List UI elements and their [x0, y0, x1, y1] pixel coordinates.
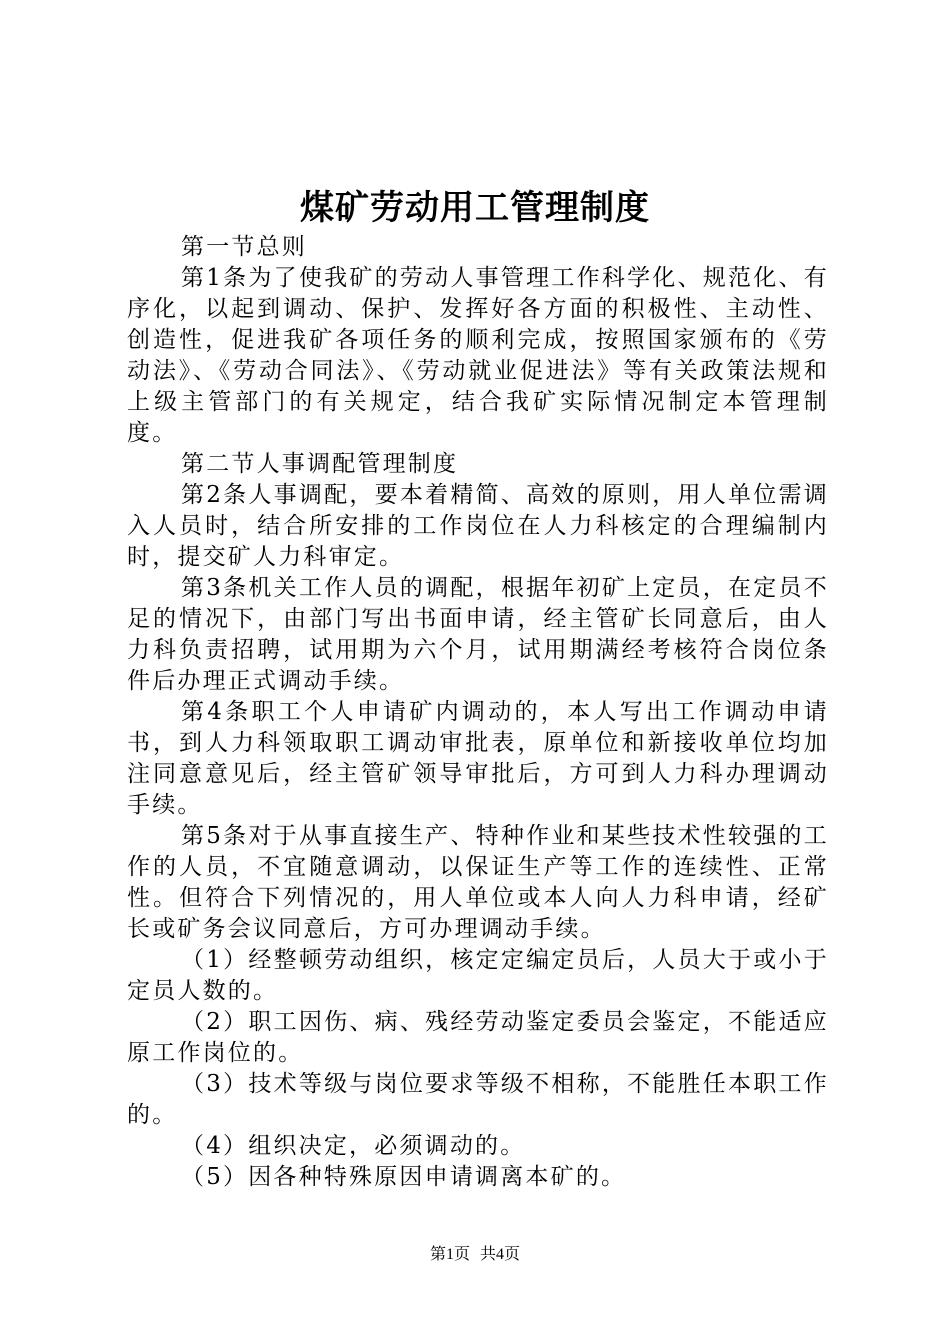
list-item: （5）因各种特殊原因申请调离本矿的。	[181, 1164, 627, 1190]
article-paragraph: 第5条对于从事直接生产、特种作业和某些技术性较强的工作的人员，不宜随意调动，以保证生产等工作的连续性、正常性。但符合下列情况的，用人单位或本人向人力科申请，经矿长或矿务会议同意后，方可办理调动手续。	[127, 823, 829, 942]
page-footer	[0, 1244, 950, 1266]
article-paragraph: 第4条职工个人申请矿内调动的，本人写出工作调动申请书，到人力科领取职工调动审批表，原单位和新接收单位均加注同意意见后，经主管矿领导审批后，方可到人力科办理调动手续。	[127, 699, 829, 818]
list-item: （3）技术等级与岗位要求等级不相称，不能胜任本职工作的。	[127, 1071, 829, 1128]
list-item: （2）职工因伤、病、残经劳动鉴定委员会鉴定，不能适应原工作岗位的。	[127, 1009, 829, 1066]
page-total: 共4页	[480, 1246, 521, 1263]
article-paragraph: 第3条机关工作人员的调配，根据年初矿上定员，在定员不足的情况下，由部门写出书面申请，经主管矿长同意后，由人力科负责招聘，试用期为六个月，试用期满经考核符合岗位条件后办理正式调动手续。	[127, 575, 829, 694]
section-heading: 第一节总则	[181, 234, 307, 260]
document-body	[127, 232, 829, 1193]
page-number: 第1页	[429, 1246, 470, 1263]
article-paragraph: 第2条人事调配，要本着精简、高效的原则，用人单位需调入人员时，结合所安排的工作岗位在人力科核定的合理编制内时，提交矿人力科审定。	[127, 482, 829, 570]
list-item: （4）组织决定，必须调动的。	[181, 1133, 526, 1159]
list-item: （1）经整顿劳动组织，核定定编定员后，人员大于或小于定员人数的。	[127, 947, 829, 1004]
article-paragraph: 第1条为了使我矿的劳动人事管理工作科学化、规范化、有序化，以起到调动、保护、发挥好各方面的积极性、主动性、创造性，促进我矿各项任务的顺利完成，按照国家颁布的《劳动法》、《劳动合同法》、《劳动就业促进法》等有关政策法规和上级主管部门的有关规定，结合我矿实际情况制定本管理制度。	[127, 265, 829, 446]
section-heading: 第二节人事调配管理制度	[181, 451, 459, 477]
document-title: 煤矿劳动用工管理制度	[300, 188, 650, 228]
